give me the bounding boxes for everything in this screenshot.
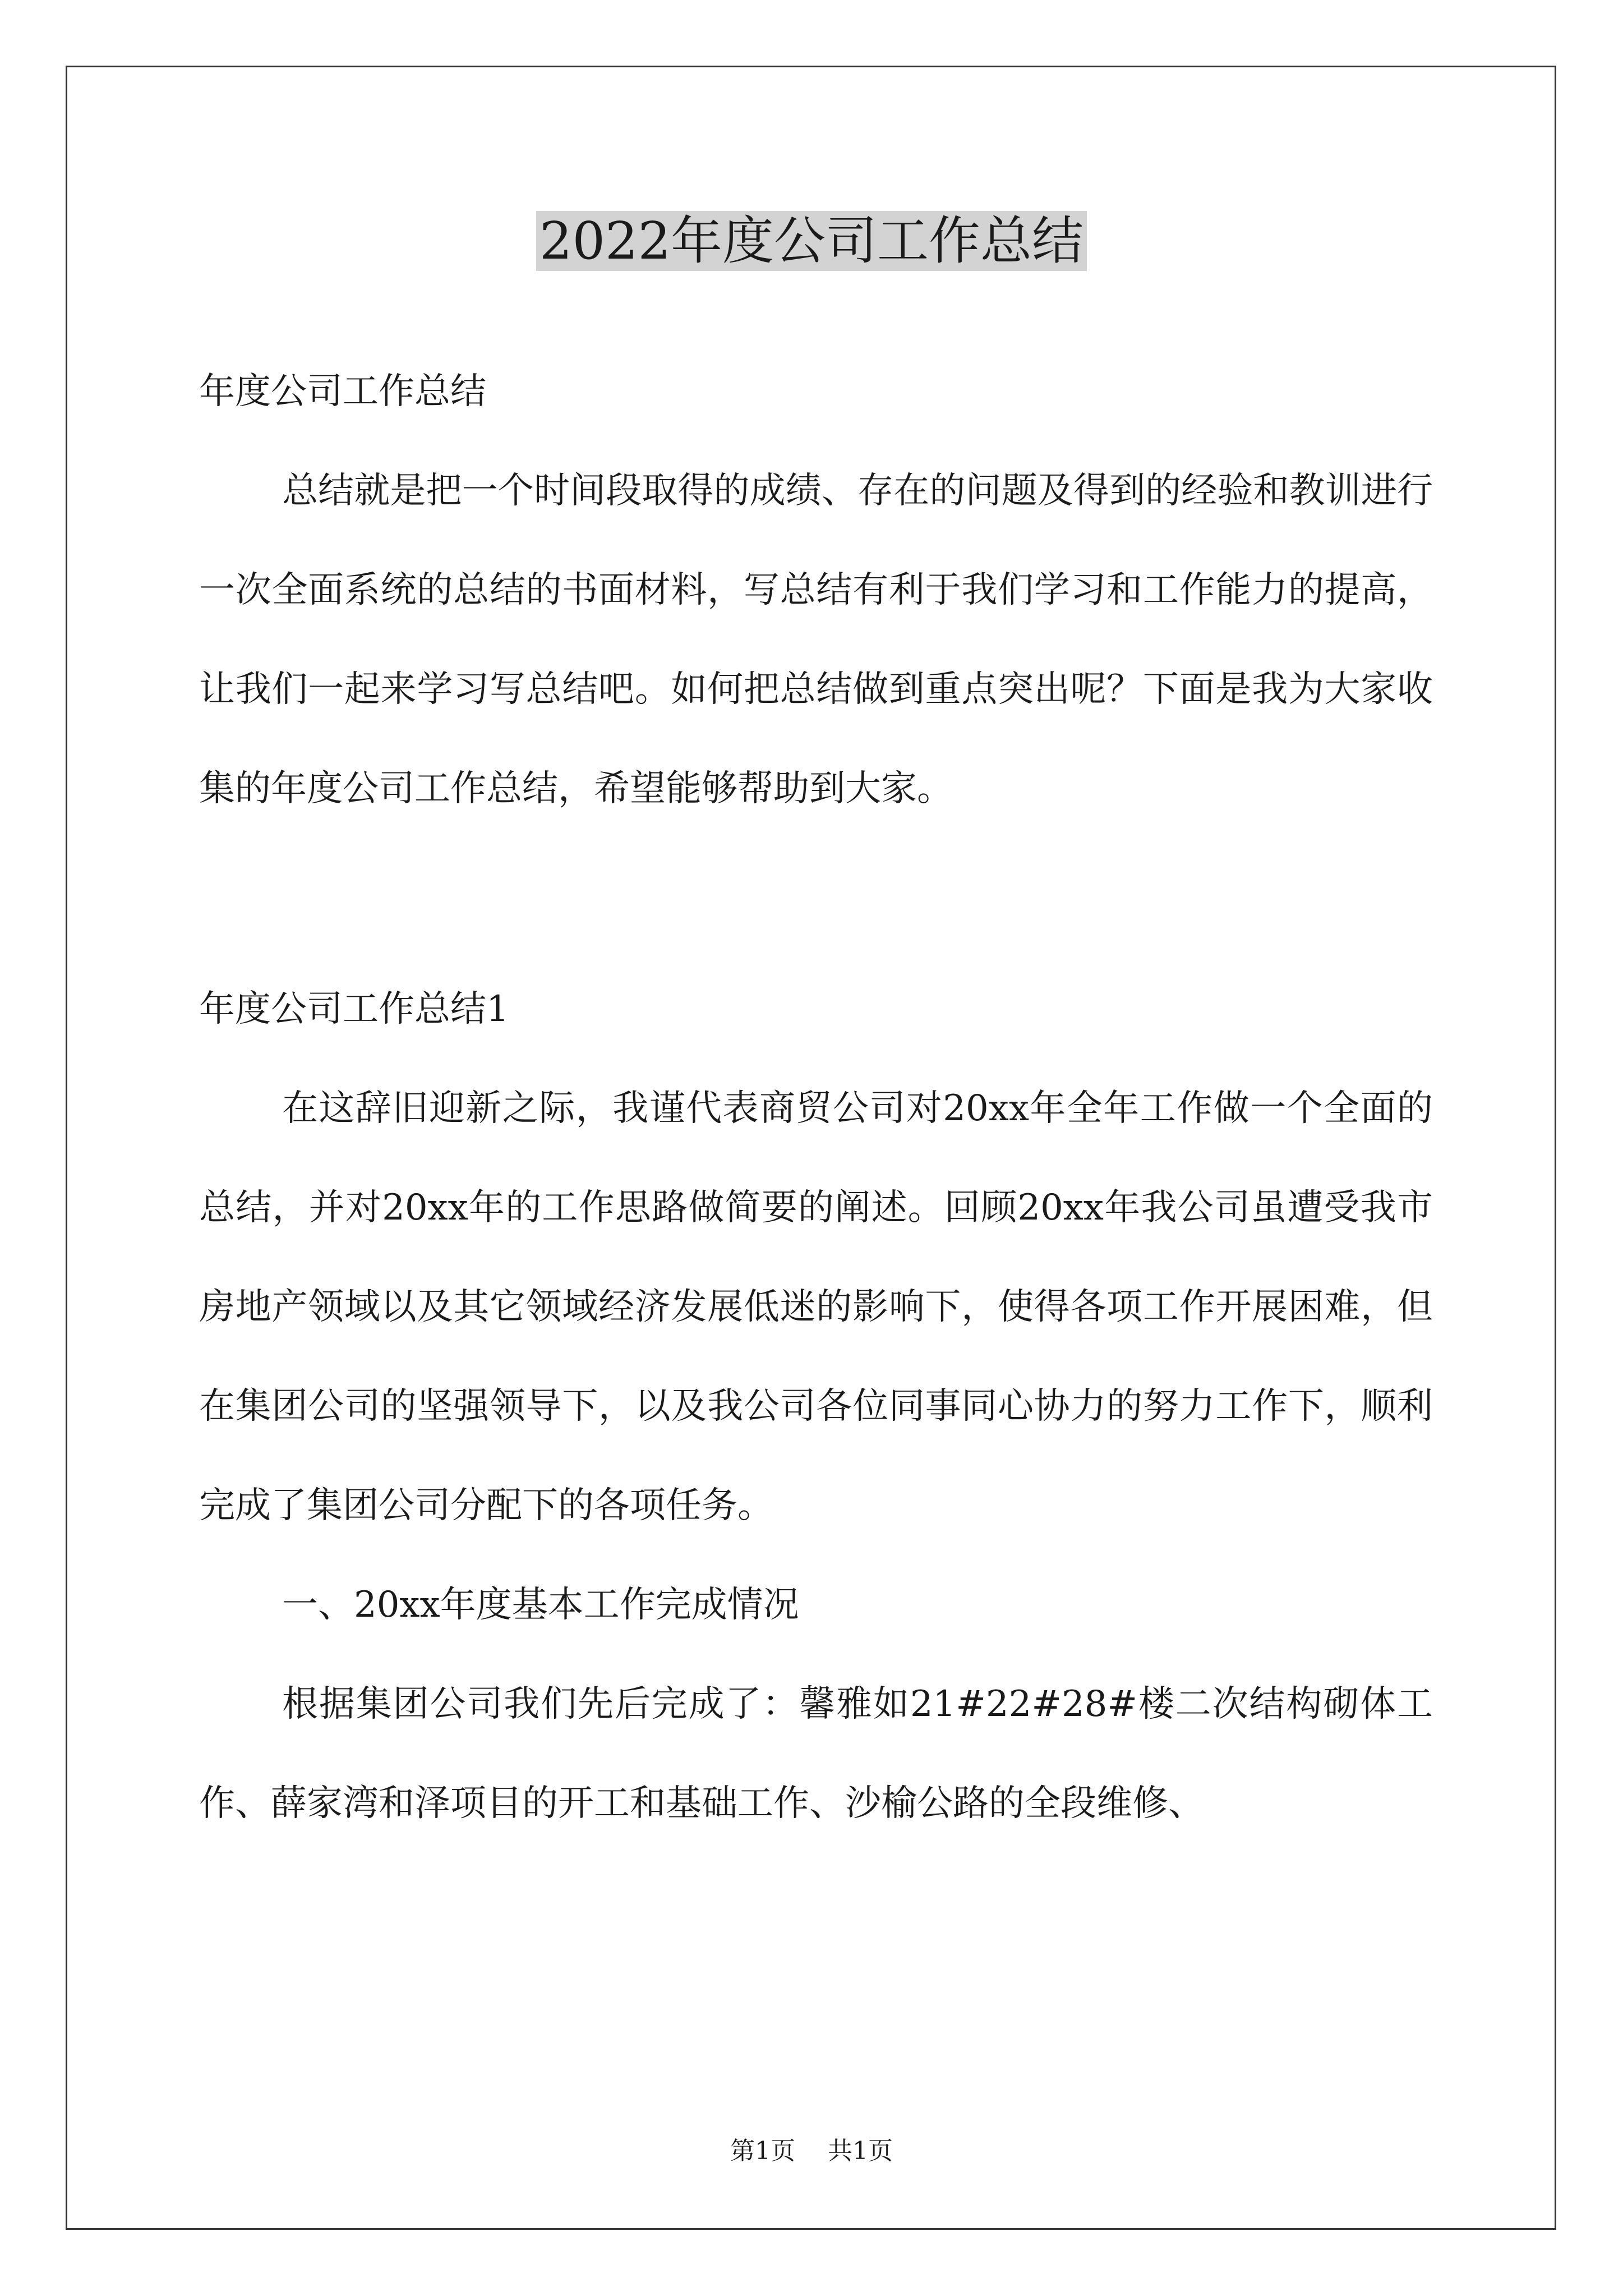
page-total: 共1页: [828, 2137, 893, 2165]
document-body: [199, 342, 1433, 1853]
page-footer: [0, 2134, 1623, 2168]
subsection-heading: 一、20xx年度基本工作完成情况: [282, 1584, 799, 1626]
subtitle: 年度公司工作总结: [199, 371, 486, 412]
section-spacer: [199, 839, 1433, 960]
body-paragraph: 根据集团公司我们先后完成了：馨雅如21#22#28#楼二次结构砌体工作、薛家湾和泽项目的开工和基础工作、沙榆公路的全段维修、: [199, 1683, 1433, 1824]
intro-paragraph: 总结就是把一个时间段取得的成绩、存在的问题及得到的经验和教训进行一次全面系统的总结的书面材料，写总结有利于我们学习和工作能力的提高，让我们一起来学习写总结吧。如何把总结做到重点突出呢？下面是我为大家收集的年度公司工作总结，希望能够帮助到大家。: [199, 470, 1433, 809]
section-heading: 年度公司工作总结1: [199, 988, 509, 1030]
document-title-text: 2022年度公司工作总结: [536, 211, 1087, 271]
document-title: [0, 205, 1623, 278]
body-paragraph: 在这辞旧迎新之际，我谨代表商贸公司对20xx年全年工作做一个全面的总结，并对20xx年的工作思路做简要的阐述。回顾20xx年我公司虽遭受我市房地产领域以及其它领域经济发展低迷的影响下，使得各项工作开展困难，但在集团公司的坚强领导下，以及我公司各位同事同心协力的努力工作下，顺利完成了集团公司分配下的各项任务。: [199, 1088, 1433, 1526]
page-number: 第1页: [730, 2137, 795, 2165]
